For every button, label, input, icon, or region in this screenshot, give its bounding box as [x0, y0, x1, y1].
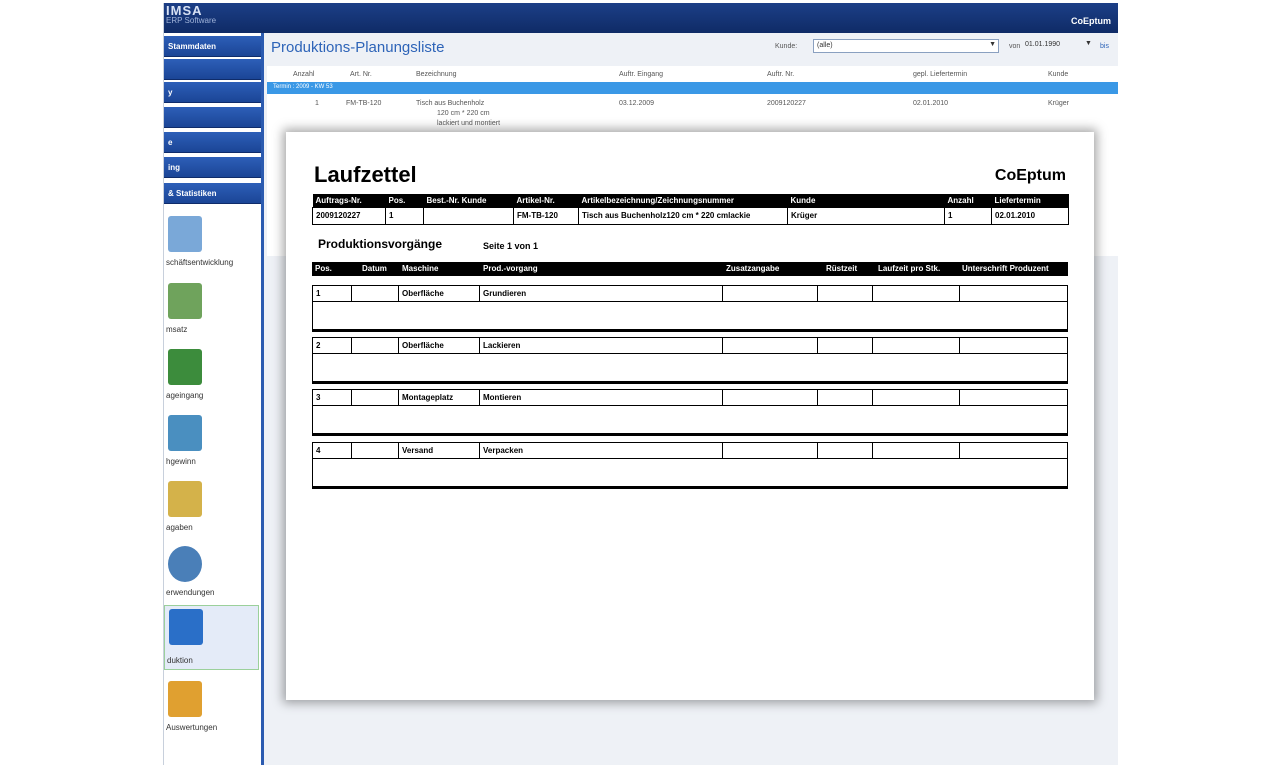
app-logo: IMSA [166, 3, 203, 18]
column-header[interactable]: gepl. Liefertermin [913, 71, 968, 78]
tool-label: ageingang [166, 391, 204, 400]
step-maschine: Oberfläche [399, 338, 480, 353]
process-step-row [313, 338, 1067, 354]
step-pos: 3 [313, 390, 352, 405]
column-header[interactable]: Kunde [1048, 71, 1069, 78]
process-step [312, 442, 1068, 489]
step-pos: 2 [313, 338, 352, 353]
step-zusatz [723, 338, 818, 353]
nav-item-4[interactable] [164, 107, 261, 128]
tool-label: hgewinn [166, 457, 196, 466]
cell-anzahl: 1 [315, 100, 319, 107]
cell-bezeichnung-line2: 120 cm * 220 cm [437, 110, 490, 117]
von-date-field[interactable]: 01.01.1990 [1025, 41, 1061, 48]
tool-label: Auswertungen [166, 723, 218, 732]
cell-bezeichnung: Tisch aus Buchenholz [416, 100, 485, 107]
step-datum [352, 443, 399, 458]
header-cell: Anzahl [945, 194, 992, 207]
step-ruestzeit [818, 443, 873, 458]
value-cell: 02.01.2010 [992, 207, 1069, 224]
document-brand: CoEptum [994, 167, 1066, 184]
cell-termin: 02.01.2010 [913, 100, 949, 107]
tool-produktion[interactable] [164, 605, 259, 670]
header-cell: Unterschrift Produzent [962, 264, 1049, 273]
page-title: Produktions-Planungsliste [271, 39, 445, 56]
nav-item-label: Stammdaten [168, 42, 217, 51]
laufzettel-document [286, 132, 1094, 700]
column-header[interactable]: Anzahl [293, 71, 315, 78]
value-cell: Tisch aus Buchenholz120 cm * 220 cmlackie [579, 207, 788, 224]
nav-item-5[interactable] [164, 132, 261, 153]
header-cell: Prod.-vorgang [483, 264, 538, 273]
group-label: Termin : 2009 - KW 53 [273, 84, 333, 90]
step-vorgang: Montieren [480, 390, 723, 405]
section-title: Produktionsvorgänge [318, 237, 443, 251]
tool-umsatz[interactable] [164, 283, 259, 345]
step-vorgang: Grundieren [480, 286, 723, 301]
value-cell [424, 207, 514, 224]
process-step [312, 389, 1068, 436]
header-cell: Pos. [315, 264, 332, 273]
bis-label[interactable]: bis [1100, 43, 1109, 50]
value-cell: Krüger [788, 207, 945, 224]
von-label: von [1009, 43, 1021, 50]
nav-item-statistiken[interactable] [164, 183, 261, 204]
step-datum [352, 390, 399, 405]
tool-ausgaben[interactable] [164, 481, 259, 543]
value-cell: 1 [945, 207, 992, 224]
header-cell: Auftrags-Nr. [313, 194, 386, 207]
step-maschine: Oberfläche [399, 286, 480, 301]
document-title: Laufzettel [314, 162, 417, 187]
production-info-icon [169, 609, 203, 645]
nav-item-6[interactable] [164, 157, 261, 178]
kunde-select[interactable] [813, 39, 999, 53]
company-name: CoEptum [1071, 16, 1111, 26]
header-cell: Liefertermin [992, 194, 1069, 207]
nav-item-3[interactable] [164, 82, 261, 103]
step-datum [352, 338, 399, 353]
nav-item-2[interactable] [164, 59, 261, 80]
step-laufzeit [873, 390, 960, 405]
tool-label: duktion [167, 656, 193, 665]
nav-item-stammdaten[interactable] [164, 36, 261, 57]
step-zusatz [723, 443, 818, 458]
header-cell: Zusatzangabe [726, 264, 780, 273]
page-info: Seite 1 von 1 [483, 241, 539, 251]
reports-people-icon [168, 681, 202, 717]
nav-item-label: & Statistiken [168, 189, 217, 198]
step-laufzeit [873, 338, 960, 353]
process-step [312, 337, 1068, 384]
process-table-header [312, 262, 1068, 276]
cell-eingang: 03.12.2009 [619, 100, 655, 107]
process-step [312, 285, 1068, 332]
order-header-table [312, 194, 1069, 225]
nav-item-label: ing [168, 163, 180, 172]
value-cell: 1 [386, 207, 424, 224]
nav-item-label: y [168, 88, 173, 97]
step-maschine: Versand [399, 443, 480, 458]
sidebar [164, 33, 264, 765]
step-zusatz [723, 390, 818, 405]
step-maschine: Montageplatz [399, 390, 480, 405]
tool-geschaeftsentwicklung[interactable] [164, 216, 259, 278]
cell-auftr-nr: 2009120227 [767, 100, 806, 107]
step-ruestzeit [818, 338, 873, 353]
column-header[interactable]: Bezeichnung [416, 71, 457, 78]
group-row[interactable] [267, 82, 1118, 94]
value-cell: 2009120227 [313, 207, 386, 224]
nav-item-label: e [168, 138, 173, 147]
column-header[interactable]: Auftr. Eingang [619, 71, 663, 78]
chart-person-icon [168, 216, 202, 252]
header-cell: Pos. [386, 194, 424, 207]
step-laufzeit [873, 286, 960, 301]
kunde-select-value: (alle) [817, 42, 833, 49]
tool-label: msatz [166, 325, 188, 334]
cell-bezeichnung-line3: lackiert und montiert [437, 120, 501, 127]
step-laufzeit [873, 443, 960, 458]
step-pos: 4 [313, 443, 352, 458]
title-bar [164, 3, 1118, 33]
globe-people-icon [168, 349, 202, 385]
header-cell: Laufzeit pro Stk. [878, 264, 941, 273]
tool-auswertungen[interactable] [164, 681, 259, 743]
cell-kunde: Krüger [1048, 100, 1070, 107]
date-dropdown-icon[interactable]: ▼ [1085, 40, 1092, 47]
step-vorgang: Verpacken [480, 443, 723, 458]
step-zusatz [723, 286, 818, 301]
process-step-row [313, 443, 1067, 459]
step-pos: 1 [313, 286, 352, 301]
header-cell: Rüstzeit [826, 264, 858, 273]
column-header[interactable]: Auftr. Nr. [767, 71, 795, 78]
tool-label: schäftsentwicklung [166, 258, 234, 267]
app-logo-subtitle: ERP Software [166, 16, 217, 25]
tool-auftragseingang[interactable] [164, 349, 259, 411]
area-chart-icon [168, 415, 202, 451]
step-datum [352, 286, 399, 301]
header-cell: Artikel-Nr. [514, 194, 579, 207]
step-vorgang: Lackieren [480, 338, 723, 353]
step-ruestzeit [818, 286, 873, 301]
cell-art-nr: FM-TB-120 [346, 100, 382, 107]
pie-chart-icon [168, 546, 202, 582]
bar-chart-icon [168, 481, 202, 517]
column-header[interactable]: Art. Nr. [350, 71, 372, 78]
kunde-label: Kunde: [775, 43, 798, 50]
header-cell: Best.-Nr. Kunde [424, 194, 514, 207]
process-step-row [313, 390, 1067, 406]
tool-verwendungen[interactable] [164, 546, 259, 608]
tool-label: erwendungen [166, 588, 215, 597]
header-cell: Datum [362, 264, 387, 273]
process-step-row [313, 286, 1067, 302]
value-cell: FM-TB-120 [514, 207, 579, 224]
tool-label: agaben [166, 523, 193, 532]
tool-rohgewinn[interactable] [164, 415, 259, 477]
header-cell: Maschine [402, 264, 439, 273]
chevron-down-icon: ▼ [989, 41, 996, 48]
header-cell: Artikelbezeichnung/Zeichnungsnummer [579, 194, 788, 207]
header-cell: Kunde [788, 194, 945, 207]
line-chart-icon [168, 283, 202, 319]
step-ruestzeit [818, 390, 873, 405]
